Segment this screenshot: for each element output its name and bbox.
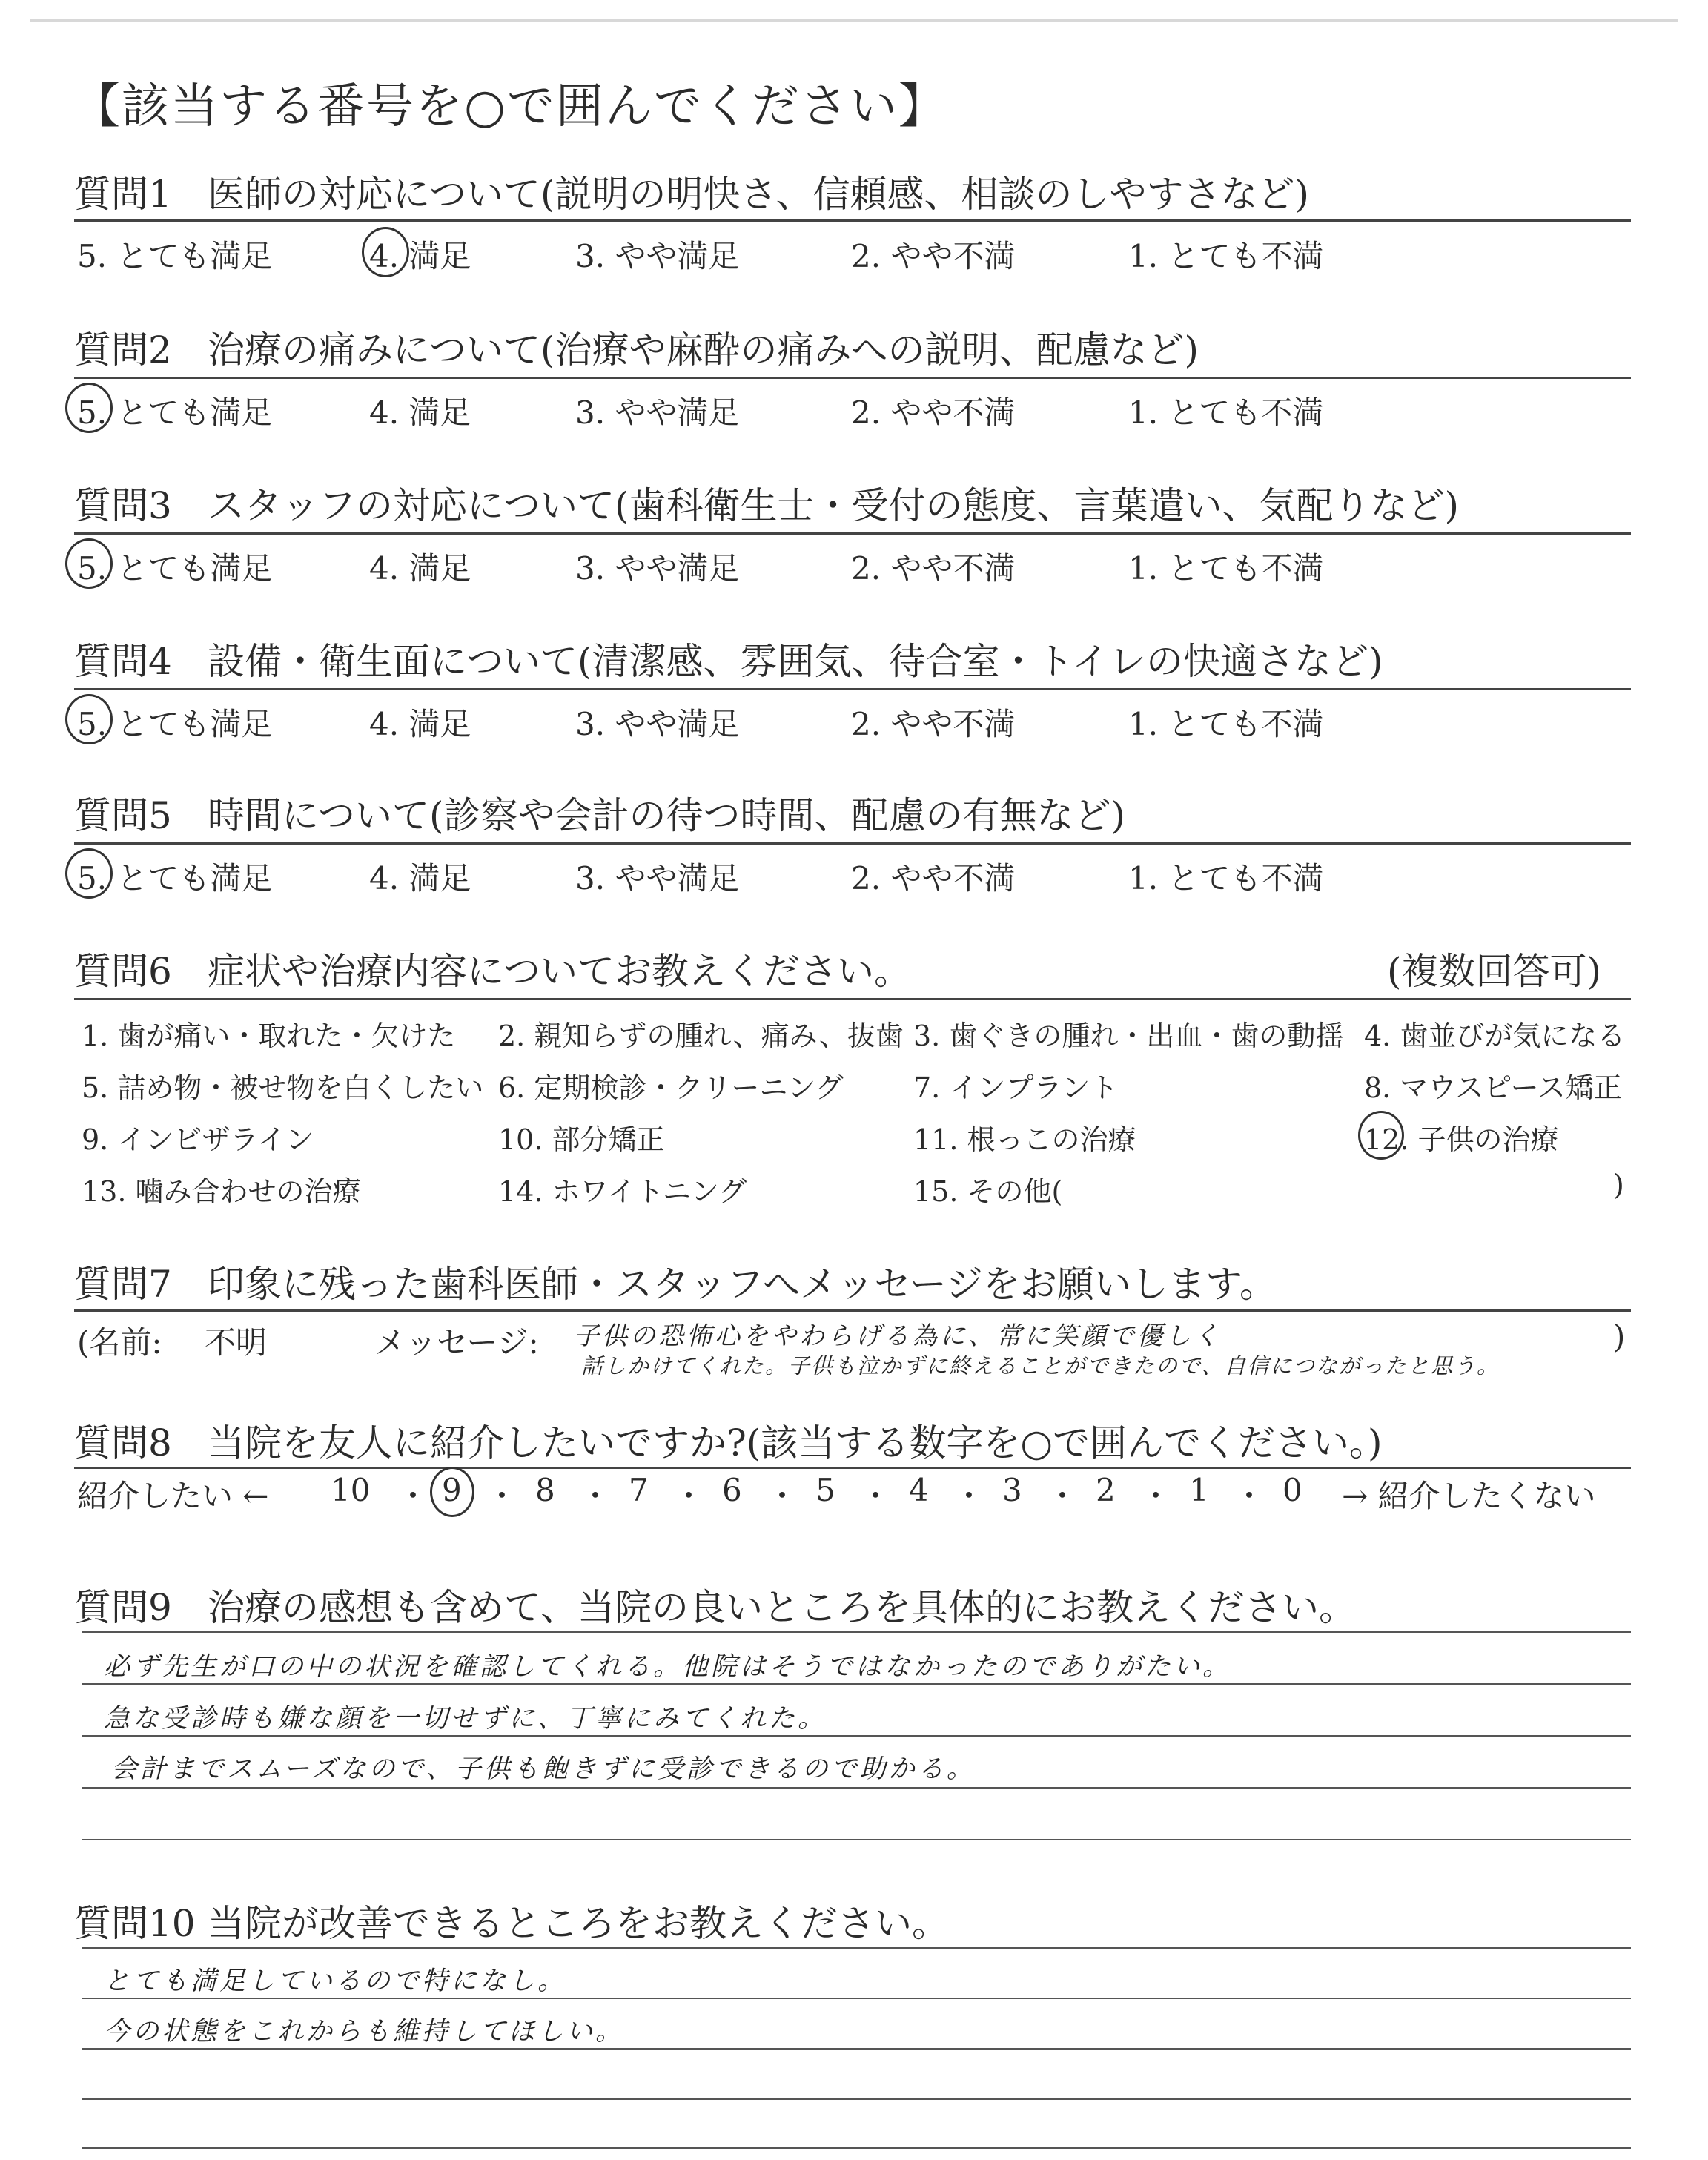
q2-selection-circle bbox=[65, 383, 113, 433]
q6-number: 質問6 bbox=[74, 950, 172, 993]
q8-dot: ・ bbox=[580, 1478, 612, 1514]
q8-right-label: → 紹介したくない bbox=[1342, 1478, 1596, 1514]
q8-scale-7[interactable]: 7 bbox=[629, 1472, 649, 1508]
q8-scale-10[interactable]: 10 bbox=[331, 1472, 371, 1508]
q10-line bbox=[82, 2147, 1631, 2149]
q8-dot: ・ bbox=[860, 1478, 892, 1514]
q6-item-5[interactable]: 5. 詰め物・被せ物を白くしたい bbox=[82, 1071, 484, 1104]
q6-item-15-close: ) bbox=[1613, 1169, 1624, 1201]
q8-scale-8[interactable]: 8 bbox=[535, 1472, 555, 1508]
q9-line bbox=[82, 1631, 1631, 1633]
q1-rule bbox=[74, 219, 1631, 222]
q6-item-15[interactable]: 15. その他( bbox=[913, 1175, 1063, 1208]
q4-selection-circle bbox=[65, 694, 113, 744]
q10-line bbox=[82, 2098, 1631, 2100]
q1-option-3[interactable]: 3. やや満足 bbox=[575, 238, 740, 274]
q7-message-label: メッセージ: bbox=[374, 1324, 539, 1361]
q3-option-2[interactable]: 2. やや不満 bbox=[851, 550, 1016, 587]
q5-option-3[interactable]: 3. やや満足 bbox=[575, 860, 740, 896]
q5-number: 質問5 bbox=[74, 794, 172, 837]
q4-option-4[interactable]: 4. 満足 bbox=[369, 706, 471, 742]
q7-heading bbox=[74, 1255, 1631, 1308]
q4-rule bbox=[74, 688, 1631, 690]
q6-item-4[interactable]: 4. 歯並びが気になる bbox=[1364, 1020, 1626, 1052]
q1-selection-circle bbox=[362, 227, 409, 277]
q8-dot: ・ bbox=[397, 1478, 429, 1514]
q2-option-5[interactable]: 5. とても満足 bbox=[77, 394, 273, 431]
q2-option-2[interactable]: 2. やや不満 bbox=[851, 394, 1016, 431]
q10-number: 質問10 bbox=[74, 1902, 196, 1945]
q8-number: 質問8 bbox=[74, 1421, 172, 1464]
q6-item-13[interactable]: 13. 噛み合わせの治療 bbox=[82, 1175, 361, 1208]
q7-rule bbox=[74, 1309, 1631, 1312]
q3-option-5[interactable]: 5. とても満足 bbox=[77, 550, 273, 587]
q7-message-line-1[interactable]: 子供の恐怖心をやわらげる為に、常に笑顔で優しく bbox=[574, 1321, 1222, 1351]
q10-line bbox=[82, 2048, 1631, 2050]
q1-heading bbox=[74, 165, 1631, 218]
q8-scale-5[interactable]: 5 bbox=[815, 1472, 835, 1508]
q8-heading bbox=[74, 1413, 1631, 1467]
q4-text: 設備・衛生面について(清潔感、雰囲気、待合室・トイレの快適さなど) bbox=[208, 640, 1383, 683]
q6-item-14[interactable]: 14. ホワイトニング bbox=[498, 1175, 747, 1208]
top-border bbox=[30, 19, 1678, 22]
q6-item-8[interactable]: 8. マウスピース矯正 bbox=[1364, 1071, 1622, 1104]
q2-option-1[interactable]: 1. とても不満 bbox=[1128, 394, 1324, 431]
q8-scale-4[interactable]: 4 bbox=[909, 1472, 929, 1508]
q6-item-7[interactable]: 7. インプラント bbox=[913, 1071, 1119, 1104]
q8-scale-0[interactable]: 0 bbox=[1282, 1472, 1302, 1508]
q9-line bbox=[82, 1735, 1631, 1737]
q9-line bbox=[82, 1787, 1631, 1789]
q9-answer-line-1[interactable]: 必ず先生が口の中の状況を確認してくれる。他院はそうではなかったのでありがたい。 bbox=[104, 1652, 1232, 1682]
q3-option-4[interactable]: 4. 満足 bbox=[369, 550, 471, 587]
q8-dot: ・ bbox=[486, 1478, 518, 1514]
q6-item-2[interactable]: 2. 親知らずの腫れ、痛み、抜歯 bbox=[498, 1020, 904, 1052]
q8-dot: ・ bbox=[953, 1478, 985, 1514]
q6-item-11[interactable]: 11. 根っこの治療 bbox=[913, 1123, 1136, 1156]
q4-option-1[interactable]: 1. とても不満 bbox=[1128, 706, 1324, 742]
q5-text: 時間について(診察や会計の待つ時間、配慮の有無など) bbox=[208, 794, 1126, 837]
q6-item-10[interactable]: 10. 部分矯正 bbox=[498, 1123, 665, 1156]
q1-option-1[interactable]: 1. とても不満 bbox=[1128, 238, 1324, 274]
q9-answer-line-2[interactable]: 急な受診時も嫌な顔を一切せずに、丁寧にみてくれた。 bbox=[104, 1704, 827, 1734]
q6-heading bbox=[74, 942, 1631, 995]
q8-rule bbox=[74, 1467, 1631, 1469]
q7-close: ) bbox=[1613, 1318, 1626, 1355]
q8-text: 当院を友人に紹介したいですか?(該当する数字を○で囲んでください。) bbox=[208, 1421, 1383, 1464]
q5-rule bbox=[74, 842, 1631, 845]
q3-option-1[interactable]: 1. とても不満 bbox=[1128, 550, 1324, 587]
q1-text: 医師の対応について(説明の明快さ、信頼感、相談のしやすさなど) bbox=[208, 173, 1310, 216]
q1-option-4[interactable]: 4. 満足 bbox=[369, 238, 471, 274]
q8-scale-1[interactable]: 1 bbox=[1189, 1472, 1209, 1508]
q6-item-9[interactable]: 9. インビザライン bbox=[82, 1123, 314, 1156]
q3-rule bbox=[74, 532, 1631, 535]
q8-dot: ・ bbox=[673, 1478, 705, 1514]
q1-option-5[interactable]: 5. とても満足 bbox=[77, 238, 273, 274]
q2-number: 質問2 bbox=[74, 328, 172, 371]
q1-number: 質問1 bbox=[74, 173, 172, 216]
q2-rule bbox=[74, 377, 1631, 379]
q2-option-4[interactable]: 4. 満足 bbox=[369, 394, 471, 431]
q8-left-label: 紹介したい ← bbox=[77, 1478, 269, 1514]
q4-option-2[interactable]: 2. やや不満 bbox=[851, 706, 1016, 742]
q10-answer-line-2[interactable]: 今の状態をこれからも維持してほしい。 bbox=[104, 2017, 625, 2047]
q8-dot: ・ bbox=[767, 1478, 798, 1514]
q2-option-3[interactable]: 3. やや満足 bbox=[575, 394, 740, 431]
q8-scale-6[interactable]: 6 bbox=[722, 1472, 742, 1508]
q5-heading bbox=[74, 786, 1631, 839]
q2-text: 治療の痛みについて(治療や麻酔の痛みへの説明、配慮など) bbox=[208, 328, 1199, 371]
q8-scale-9[interactable]: 9 bbox=[442, 1472, 462, 1508]
q3-heading bbox=[74, 476, 1631, 529]
q6-selection-circle bbox=[1358, 1111, 1404, 1160]
q6-text: 症状や治療内容についてお教えください。 bbox=[208, 950, 911, 993]
q3-selection-circle bbox=[65, 538, 113, 589]
q4-option-5[interactable]: 5. とても満足 bbox=[77, 706, 273, 742]
q6-rule bbox=[74, 998, 1631, 1000]
q1-option-2[interactable]: 2. やや不満 bbox=[851, 238, 1016, 274]
q5-option-5[interactable]: 5. とても満足 bbox=[77, 860, 273, 896]
q5-option-2[interactable]: 2. やや不満 bbox=[851, 860, 1016, 896]
q6-note: (複数回答可) bbox=[1386, 950, 1601, 993]
q6-item-12[interactable]: 12. 子供の治療 bbox=[1364, 1123, 1559, 1156]
q4-heading bbox=[74, 632, 1631, 685]
q3-text: スタッフの対応について(歯科衛生士・受付の態度、言葉遣い、気配りなど) bbox=[208, 484, 1460, 527]
q8-scale-2[interactable]: 2 bbox=[1096, 1472, 1116, 1508]
q7-number: 質問7 bbox=[74, 1263, 172, 1306]
q8-scale-3[interactable]: 3 bbox=[1002, 1472, 1022, 1508]
q9-number: 質問9 bbox=[74, 1586, 172, 1629]
q8-selection-circle bbox=[430, 1467, 474, 1517]
page-title: 【該当する番号を○で囲んでください】 bbox=[73, 79, 947, 134]
q7-name-label: (名前: bbox=[77, 1324, 162, 1361]
q8-dot: ・ bbox=[1047, 1478, 1079, 1514]
q4-option-3[interactable]: 3. やや満足 bbox=[575, 706, 740, 742]
q6-item-3[interactable]: 3. 歯ぐきの腫れ・出血・歯の動揺 bbox=[913, 1020, 1344, 1052]
q9-line bbox=[82, 1839, 1631, 1840]
q6-item-1[interactable]: 1. 歯が痛い・取れた・欠けた bbox=[82, 1020, 456, 1052]
q6-item-6[interactable]: 6. 定期検診・クリーニング bbox=[498, 1071, 844, 1104]
q2-heading bbox=[74, 320, 1631, 374]
q5-option-4[interactable]: 4. 満足 bbox=[369, 860, 471, 896]
q9-answer-line-3[interactable]: 会計までスムーズなので、子供も飽きずに受診できるので助かる。 bbox=[111, 1754, 976, 1784]
q3-option-3[interactable]: 3. やや満足 bbox=[575, 550, 740, 587]
q3-number: 質問3 bbox=[74, 484, 172, 527]
q4-number: 質問4 bbox=[74, 640, 172, 683]
q9-line bbox=[82, 1683, 1631, 1685]
q5-option-1[interactable]: 1. とても不満 bbox=[1128, 860, 1324, 896]
q8-dot: ・ bbox=[1140, 1478, 1172, 1514]
q9-text: 治療の感想も含めて、当院の良いところを具体的にお教えください。 bbox=[208, 1586, 1356, 1629]
q10-text: 当院が改善できるところをお教えください。 bbox=[208, 1902, 949, 1945]
q7-text: 印象に残った歯科医師・スタッフへメッセージをお願いします。 bbox=[208, 1263, 1277, 1306]
q10-heading bbox=[74, 1894, 1631, 1947]
q10-line bbox=[82, 1947, 1631, 1949]
q7-message-line-2[interactable]: 話しかけてくれた。子供も泣かずに終えることができたので、自信につながったと思う。 bbox=[581, 1353, 1500, 1378]
q10-line bbox=[82, 1998, 1631, 1999]
q10-answer-line-1[interactable]: とても満足しているので特になし。 bbox=[104, 1966, 567, 1996]
q8-dot: ・ bbox=[1234, 1478, 1265, 1514]
q7-name-value[interactable]: 不明 bbox=[205, 1324, 268, 1361]
q5-selection-circle bbox=[65, 848, 113, 899]
q9-heading bbox=[74, 1578, 1631, 1631]
